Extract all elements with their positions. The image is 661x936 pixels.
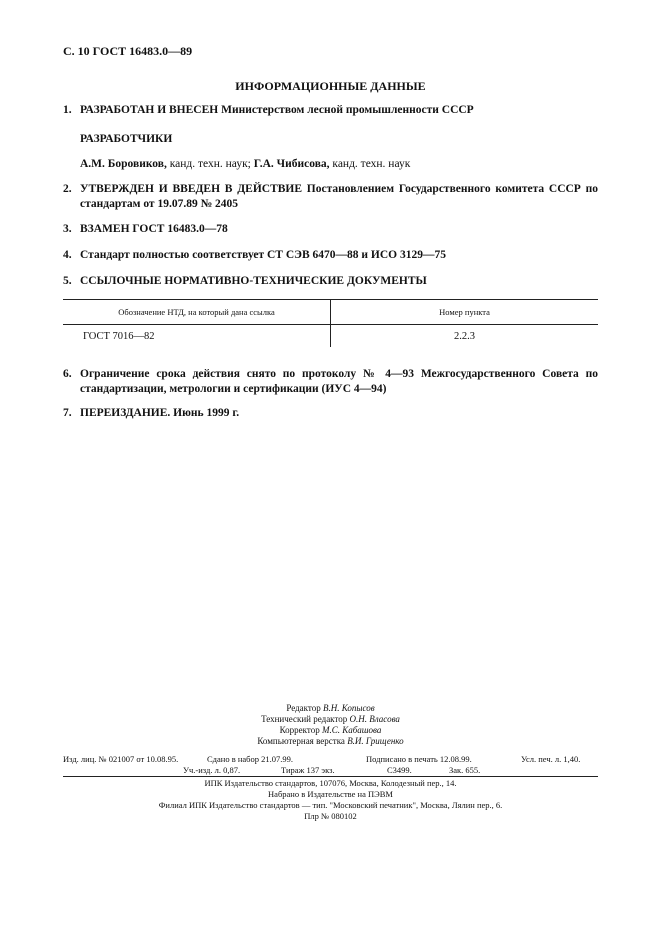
credit-editor-name: В.Н. Копысов [323,703,375,713]
item-5 [63,274,427,289]
item-1-number: 1. [63,104,72,116]
item-5-text: ССЫЛОЧНЫЕ НОРМАТИВНО-ТЕХНИЧЕСКИЕ ДОКУМЕНТЫ [80,275,427,287]
item-7 [63,406,239,421]
item-4 [63,248,446,263]
publisher-info [0,778,661,822]
ref-cell-designation: ГОСТ 7016—82 [63,325,331,348]
divider [63,776,598,777]
meta-circulation: Тираж 137 экз. [281,765,335,775]
table-row [63,325,598,348]
item-2-number: 2. [63,183,72,195]
item-6 [63,367,598,397]
publisher-line-4: Плр № 080102 [304,811,357,821]
ref-col-header-designation: Обозначение НТД, на который дана ссылка [63,300,331,325]
meta-print-date: Подписано в печать 12.08.99. [366,754,472,764]
developers-heading: РАЗРАБОТЧИКИ [80,133,173,145]
item-1-text: РАЗРАБОТАН И ВНЕСЕН Министерством лесной промышленности СССР [80,104,474,116]
page-header: С. 10 ГОСТ 16483.0—89 [63,44,193,58]
item-3-number: 3. [63,223,72,235]
ref-col-header-clause: Номер пункта [331,300,599,325]
meta-typeset-date: Сдано в набор 21.07.99. [207,754,293,764]
item-7-number: 7. [63,407,72,419]
item-7-text: ПЕРЕИЗДАНИЕ. Июнь 1999 г. [80,407,240,419]
imprint-credits [0,703,661,747]
section-title: ИНФОРМАЦИОННЫЕ ДАННЫЕ [235,79,426,93]
developer-degree-2: канд. техн. наук [329,158,411,170]
credit-tech-editor: Технический редактор О.Н. Власова [261,714,400,724]
item-4-number: 4. [63,249,72,261]
developers-line [80,157,410,172]
item-5-number: 5. [63,275,72,287]
item-2-text: УТВЕРЖДЕН И ВВЕДЕН В ДЕЙСТВИЕ Постановлением Государственного комитета СССР по стандартам от 19.07.89 № 2405 [80,183,598,210]
reference-table-header [63,300,598,325]
ref-cell-clause: 2.2.3 [454,330,475,342]
developer-name-1: А.М. Боровиков, [80,158,167,170]
item-3-text: ВЗАМЕН ГОСТ 16483.0—78 [80,223,228,235]
credit-corrector: Корректор М.С. Кабашова [279,725,382,735]
meta-print-sheets: Усл. печ. л. 1,40. [521,754,581,764]
publisher-line-2: Набрано в Издательстве на ПЭВМ [268,789,393,799]
item-6-number: 6. [63,368,72,380]
credit-layout: Компьютерная верстка В.И. Грищенко [257,736,404,746]
item-2 [63,182,598,212]
meta-code: С3499. [387,765,412,775]
item-4-text: Стандарт полностью соответствует СТ СЭВ 6470—88 и ИСО 3129—75 [80,249,446,261]
meta-publ-sheets: Уч.-изд. л. 0,87. [183,765,241,775]
publisher-line-3: Филиал ИПК Издательство стандартов — тип. "Московский печатник", Москва, Лялин пер., 6. [158,800,503,810]
item-1 [63,103,474,118]
developer-name-2: Г.А. Чибисова, [253,158,330,170]
developer-degree-1: канд. техн. наук; [166,158,254,170]
credit-tech-editor-name: О.Н. Власова [349,714,400,724]
item-6-text: Ограничение срока действия снято по протоколу № 4—93 Межгосударственного Совета по стандартизации, метрологии и сертификации (ИУС 4—94) [80,368,598,395]
meta-order: Зак. 655. [449,765,481,775]
credit-corrector-name: М.С. Кабашова [321,725,382,735]
item-3 [63,222,228,237]
reference-table [63,299,598,347]
credit-editor: Редактор В.Н. Копысов [286,703,375,713]
meta-license: Изд. лиц. № 021007 от 10.08.95. [63,754,179,764]
credit-layout-name: В.И. Грищенко [347,736,404,746]
publisher-line-1: ИПК Издательство стандартов, 107076, Москва, Колодезный пер., 14. [204,778,457,788]
